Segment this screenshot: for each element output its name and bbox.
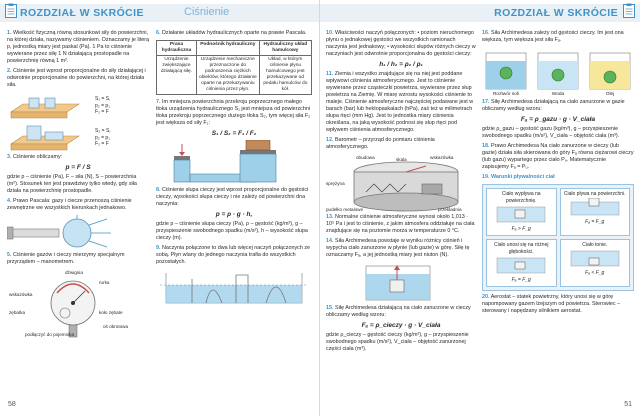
item-6: 6. Działanie układów hydraulicznych oparte na prawie Pascala. bbox=[156, 30, 307, 36]
page-title: ROZDZIAŁ W SKRÓCIE bbox=[20, 7, 144, 19]
clipboard-icon bbox=[623, 3, 635, 18]
hydraulics-table bbox=[156, 40, 312, 95]
right-header bbox=[320, 0, 640, 24]
item-10: 10. Właściwości naczyń połączonych: • poziom nieruchomego płynu o jednakowej gęstości we wszystkich ramionach naczynia jest jednakowy; • wysokości słupów różnych cieczy w naczyniach jest odwrotnie proporcjonalna do gęstości cieczy: bbox=[326, 30, 476, 57]
archimedes-beaker-illustration bbox=[326, 262, 476, 302]
item-3: 3. Ciśnienie obliczamy: bbox=[7, 154, 63, 160]
item-11: 11. Ziemia i wszystko znajdujące się na niej jest poddane wpływowi ciśnienia atmosferycznego. Jest to ciśnienie wywierane przez cząsteczki powietrza, wywierane przez słup powietrza na Ziemię. W miarę wzrostu wysokości ciśnienie to maleje. Ciśnienie atmosferyczne najczęściej podawane jest w barach (bar) lub hektopaskalach (hPa), zaś też w milimetrach słupa rtęci (mm Hg). Jest to jednostka miary ciśnienia określana, na jaką wysokość podnosi się słup rtęci pod wpływem ciśnienia atmosferycznego. bbox=[326, 71, 474, 133]
chapter-topic: Ciśnienie bbox=[184, 6, 230, 18]
relation-1: S₁ = S, p₂ = p₁ F₂ = F bbox=[95, 96, 111, 115]
clipboard-icon bbox=[5, 3, 17, 18]
page-number-right: 51 bbox=[624, 401, 632, 408]
connected-vessels-illustration bbox=[156, 269, 312, 309]
float-cell: Ciało unosi się na różnej głębokości. Fₐ = F_g bbox=[486, 239, 557, 287]
left-column-1 bbox=[7, 30, 149, 339]
item-5: 5. Ciśnienie gazów i cieczy mierzymy specjalnym przyrządem – manometrem. bbox=[7, 252, 125, 265]
hydraulic-formula: S₁ / S₂ = F₁ / F₂ bbox=[211, 130, 257, 137]
item-1: 1. Wielkość fizyczną równą stosunkowi siły do powierzchni, na której działa, nazywamy ciśnieniem. Oznaczamy je literą p, jednostką miary jest paskal (Pa). 1 Pa to ciśnienie wywierane przez siłę 1 N działającą prostopadle na powierzchnię równą 1 m². bbox=[7, 30, 150, 64]
right-column-1 bbox=[326, 30, 476, 356]
item-2: 2. Ciśnienie jest wprost proporcjonalne do siły działającej i odwrotnie proporcjonalne do powierzchni, na której działa siła. bbox=[7, 68, 146, 88]
item-18: 18. Prawo Archimedesa Na ciało zanurzone w cieczy (lub gazie) działa siła skierowana do góry Fₐ równa ciężarowi cieczy (lub gazu) wypartego przez ciało Pᵤ. Matematycznie zapisujemy Fₐ = Pᵤ. bbox=[482, 143, 634, 170]
table-header: Podnośnik hydrauliczny bbox=[196, 41, 259, 56]
beakers-figure bbox=[482, 47, 634, 99]
vessels-formula: h₁ / h₂ = ρ₂ / ρ₁ bbox=[379, 61, 423, 68]
item-16: 16. Siła Archimedesa zależy od gęstości cieczy. Im jest ona większa, tym większa jest siła Fₐ. bbox=[482, 30, 624, 43]
item-13: 13. Normalne ciśnienie atmosferyczne wynosi około 1,013 · 10⁵ Pa i jest to ciśnienie, z jakim atmosfera oddziałuje na ciała znajdujące się na poziomie morza w temperaturze 0 °C. bbox=[326, 214, 475, 234]
left-column-2 bbox=[156, 30, 312, 312]
right-page bbox=[320, 0, 640, 416]
item-9: 9. Naczynia połączone to dwa lub więcej naczyń połączonych ze sobą. Płyn wlany do jednego naczynia trafia do wszystkich pozostałych. bbox=[156, 245, 311, 265]
item-4: 4. Prawo Pascala: gazy i ciecze przenoszą ciśnienie zewnętrzne we wszystkich kierunkach jednakowo. bbox=[7, 198, 132, 211]
barometer-figure: obudowa wskazówka skala sprężyna pudełko metalowe przekładnia bbox=[326, 154, 476, 214]
page-number-left: 58 bbox=[8, 401, 16, 408]
right-column-2 bbox=[482, 30, 634, 318]
float-cell: Ciało tonie. Fₐ < F_g bbox=[560, 239, 631, 287]
table-header: Hydrauliczny układ hamulcowy bbox=[259, 41, 311, 56]
hydraulic-press-illustration bbox=[156, 140, 312, 184]
item-12: 12. Barometr – przyrząd do pomiaru ciśnienia atmosferycznego. bbox=[326, 137, 435, 150]
float-cell: Ciało wypływa na powierzchnię. Fₐ > F_g bbox=[486, 188, 557, 236]
beaker-label: Olej bbox=[605, 92, 615, 97]
beaker-label: Roztwór soli bbox=[492, 92, 520, 97]
item-20: 20. Aerostat – statek powietrzny, który unosi się w górę napompowany gazem lżejszym od powietrza. Sterowiec – sterowany i napędzany silnikiem aerostat. bbox=[482, 294, 621, 314]
archimedes-liquid-formula: Fₐ = ρ_cieczy · g · V_ciała bbox=[361, 322, 441, 329]
item-14: 14. Siła Archimedesa powstaje w wyniku różnicy ciśnień i wypycha ciało zanurzone w płynie (lub gazie) w górę. Siłę tę oznaczamy Fₐ, a jej jednostką miary jest niuton (N). bbox=[326, 238, 470, 258]
item-8-desc: gdzie p – ciśnienie słupa cieczy (Pa), ρ – gęstość (kg/m³), g – przyspieszenie swobodnego spadku (m/s²), h – wysokość słupa cieczy (m). bbox=[156, 221, 308, 241]
liquid-pressure-formula: p = ρ · g · h, bbox=[215, 211, 253, 218]
item-19: 19. Warunki pływalności ciał bbox=[482, 174, 555, 180]
pressure-blocks-illustration bbox=[7, 92, 149, 154]
item-17-desc: gdzie ρ_gazu – gęstość gazu (kg/m³), g – przyspieszenie swobodnego spadku (m/s²), V_ciała – objętość ciała (m³). bbox=[482, 126, 620, 139]
float-cell: Ciało pływa na powierzchni. Fₐ = F_g bbox=[560, 188, 631, 236]
page-title: ROZDZIAŁ W SKRÓCIE bbox=[494, 7, 618, 19]
item-17: 17. Siłę Archimedesa działającą na ciało zanurzone w gazie obliczamy według wzoru: bbox=[482, 99, 625, 112]
item-15-desc: gdzie ρ_cieczy – gęstość cieczy (kg/m³), g – przyspieszenie swobodnego spadku (m/s²), V_ciała – objętość zanurzonej części ciała (m³). bbox=[326, 332, 469, 352]
table-row: Urządzenie zwiększające działającą siłę. Urządzenie mechaniczne przeznaczone do podnoszenia ciężkich obiektów, którego działanie oparte na przekazywaniu ciśnienia przez płyn. Układ, w którym ciśnienie płynu hamulcowego jest przekazywane od pedału hamulców do kół. bbox=[157, 56, 312, 95]
barometer-illustration bbox=[326, 154, 476, 214]
pressure-formula: p = F / S bbox=[65, 164, 91, 171]
relation-2: S₂ = S, p₂ = p₁ F₂ = F bbox=[95, 128, 111, 147]
beaker-label: Woda bbox=[551, 92, 565, 97]
floating-conditions-box bbox=[482, 184, 634, 291]
item-8: 8. Ciśnienie słupa cieczy jest wprost proporcjonalne do gęstości cieczy, wysokości słupa cieczy i nie zależy od powierzchni dna naczynia: bbox=[156, 187, 309, 207]
manometer-figure: dźwignia rurka wskazówka zębatka koło zębate podłączyć do pojemnika oś obrotowa bbox=[7, 269, 149, 339]
pressure-blocks-figure bbox=[7, 92, 149, 154]
archimedes-gas-formula: Fₐ = ρ_gazu · g · V_ciała bbox=[520, 116, 596, 123]
pascal-sphere-illustration bbox=[7, 215, 149, 249]
density-beakers-illustration bbox=[482, 47, 634, 91]
table-header: Prasa hydrauliczna bbox=[157, 41, 197, 56]
item-3-desc: gdzie p – ciśnienie (Pa), F – siła (N), S – powierzchnia (m²). Stosunek ten jest prawdziwy tylko wtedy, gdy siła działa na powierzchnię prostopadle. bbox=[7, 174, 137, 194]
item-7: 7. Im mniejsza powierzchnia przekroju poprzecznego małego tłoka urządzenia hydraulicznego S₁ jest mniejsza od powierzchni tłoka przekroju poprzecznego dużego tłoka S₂, tym więcej siła F₂ jest większa od siły F₁: bbox=[156, 99, 311, 126]
left-header bbox=[0, 0, 319, 24]
item-15: 15. Siłę Archimedesa działającą na ciało zanurzone w cieczy obliczamy według wzoru: bbox=[326, 305, 471, 318]
